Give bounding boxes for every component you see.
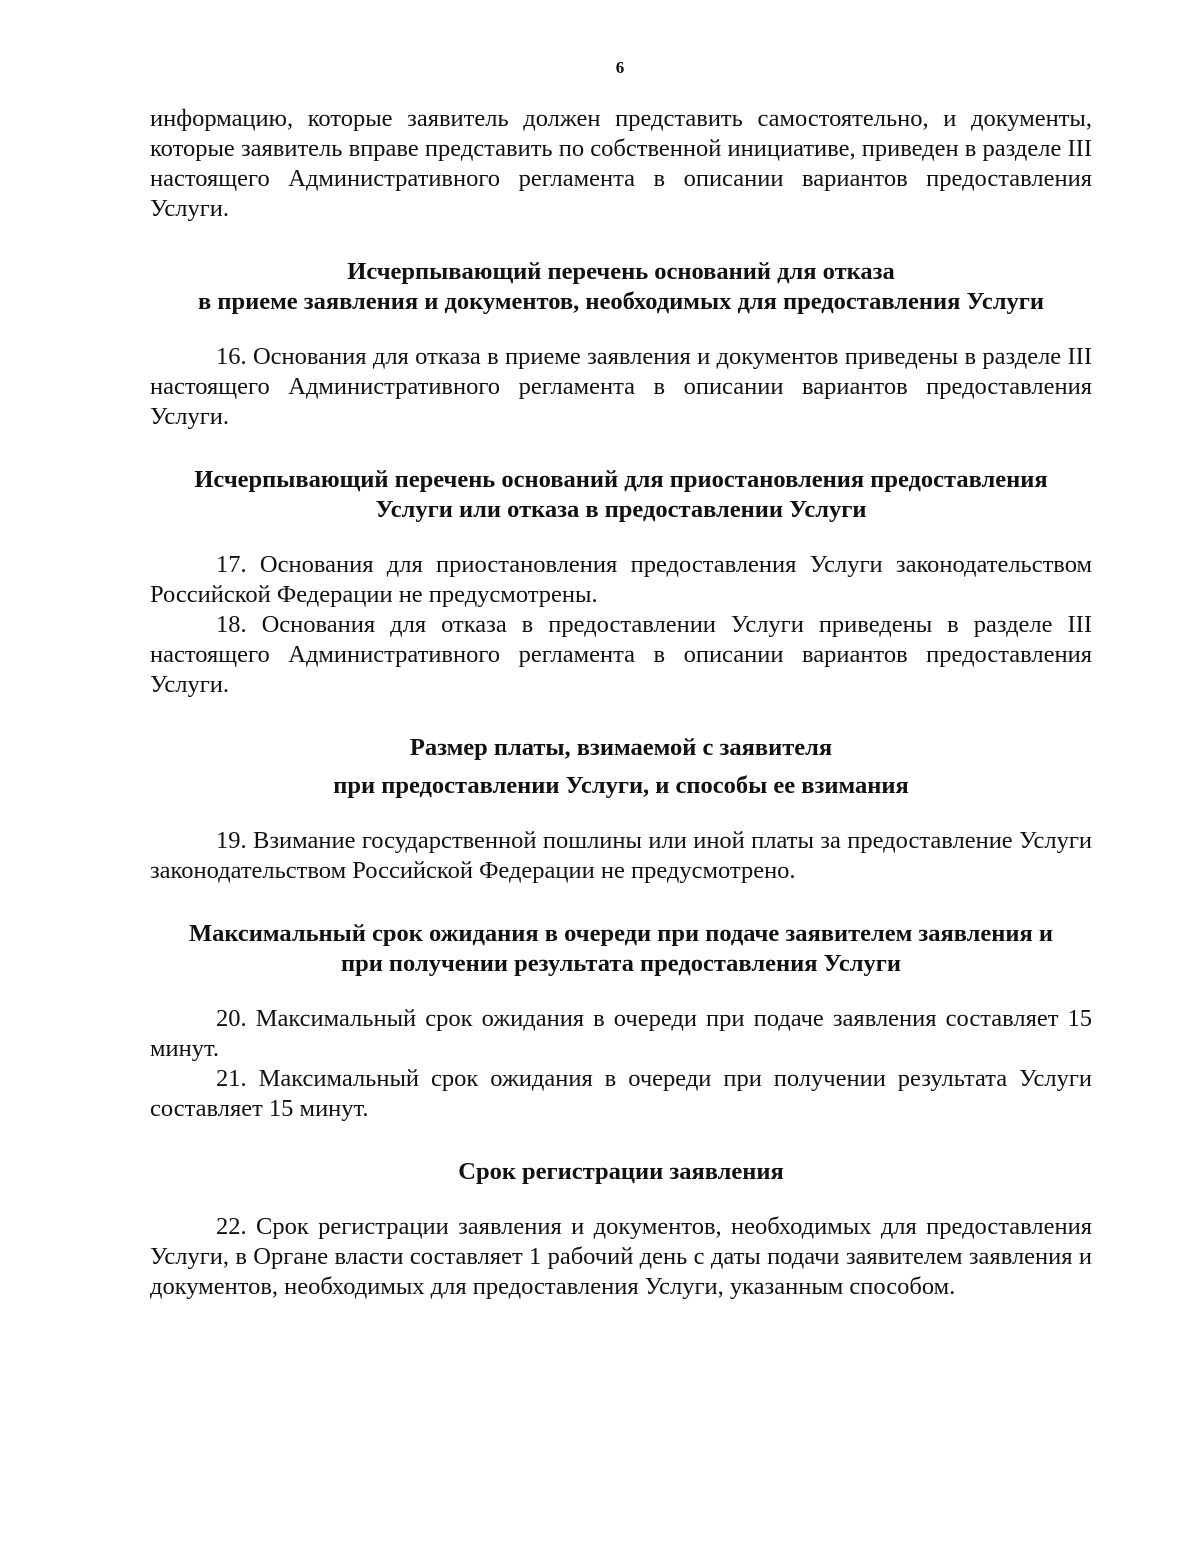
paragraph-19: 19. Взимание государственной пошлины или иной платы за предоставление Услуги законодательством Российской Федерации не предусмотрено. xyxy=(150,827,1092,884)
paragraph-18: 18. Основания для отказа в предоставлении Услуги приведены в разделе III настоящего Административного регламента в описании вариантов предоставления Услуги. xyxy=(150,611,1092,698)
heading-line: Услуги или отказа в предоставлении Услуги xyxy=(375,496,867,523)
paragraph-20: 20. Максимальный срок ожидания в очереди при подаче заявления составляет 15 минут. xyxy=(150,1005,1092,1062)
heading-line: Срок регистрации заявления xyxy=(458,1158,784,1185)
paragraph-16: 16. Основания для отказа в приеме заявления и документов приведены в разделе III настоящего Административного регламента в описании вариантов предоставления Услуги. xyxy=(150,343,1092,430)
heading-line: в приеме заявления и документов, необходимых для предоставления Услуги xyxy=(198,288,1044,315)
heading-line: Исчерпывающий перечень оснований для приостановления предоставления xyxy=(194,466,1048,493)
heading-line: при предоставлении Услуги, и способы ее взимания xyxy=(333,772,909,799)
heading-line: Исчерпывающий перечень оснований для отказа xyxy=(347,258,895,285)
heading-line: при получении результата предоставления Услуги xyxy=(340,950,902,977)
section-heading-refusal-acceptance xyxy=(150,257,1092,317)
section-heading-registration xyxy=(150,1157,1092,1187)
section-heading-suspension-refusal xyxy=(150,465,1092,525)
page-number: 6 xyxy=(615,58,625,77)
paragraph-21: 21. Максимальный срок ожидания в очереди при получении результата Услуги составляет 15 минут. xyxy=(150,1065,1092,1122)
document-body xyxy=(150,104,1092,1302)
paragraph-22: 22. Срок регистрации заявления и документов, необходимых для предоставления Услуги, в Органе власти составляет 1 рабочий день с даты подачи заявителем заявления и документов, необходимых для предоставления Услуги, указанным способом. xyxy=(150,1213,1092,1300)
intro-paragraph: информацию, которые заявитель должен представить самостоятельно, и документы, которые заявитель вправе представить по собственной инициативе, приведен в разделе III настоящего Административного регламента в описании вариантов предоставления Услуги. xyxy=(150,105,1092,222)
section-heading-queue-time xyxy=(150,919,1092,979)
heading-line: Максимальный срок ожидания в очереди при подаче заявителем заявления и xyxy=(188,920,1054,947)
section-heading-fee xyxy=(150,733,1092,801)
paragraph-17: 17. Основания для приостановления предоставления Услуги законодательством Российской Федерации не предусмотрены. xyxy=(150,551,1092,608)
heading-line: Размер платы, взимаемой с заявителя xyxy=(409,734,833,761)
